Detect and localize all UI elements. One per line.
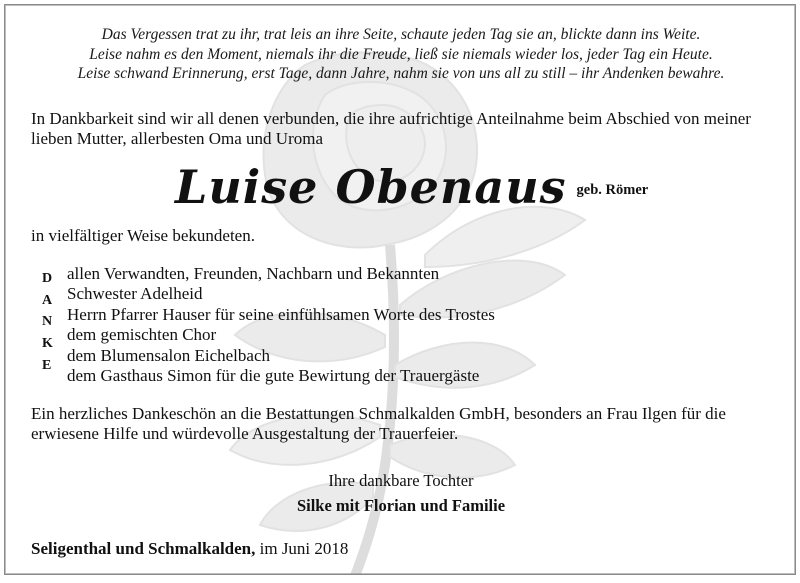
danke-letter: A xyxy=(42,292,53,308)
after-name-text: in vielfältiger Weise bekundeten. xyxy=(31,226,255,245)
poem-line: Das Vergessen trat zu ihr, trat leis an ihre Seite, schaute jeden Tag sie an, blickte dann ins Weite. xyxy=(101,26,701,43)
signature-names: Silke mit Florian und Familie xyxy=(296,496,506,515)
deceased-name-row xyxy=(175,153,648,213)
poem-line: Leise nahm es den Moment, niemals ihr die Freude, ließ sie niemals wieder los, jeder Tag ein Heute. xyxy=(89,45,713,63)
memorial-poem xyxy=(5,25,796,84)
closing-paragraph: Ein herzliches Dankeschön an die Bestattungen Schmalkalden GmbH, besonders an Frau Ilgen für die erwiesene Hilfe und würdevolle Ausgestaltung der Trauerfeier. xyxy=(31,404,726,443)
poem-line: Leise schwand Erinnerung, erst Tage, dann Jahre, nahm sie von uns all zu still – ihr Andenken bewahre. xyxy=(77,65,725,82)
place-date-line xyxy=(31,539,348,559)
danke-letter: E xyxy=(42,357,52,373)
list-item: allen Verwandten, Freunden, Nachbarn und Bekannten xyxy=(67,264,440,283)
thanks-list xyxy=(67,264,495,386)
obituary-notice xyxy=(4,4,796,575)
list-item: Schwester Adelheid xyxy=(67,284,203,304)
signature-relation: Ihre dankbare Tochter xyxy=(328,471,474,490)
danke-letter: N xyxy=(42,314,53,330)
date: im Juni 2018 xyxy=(259,539,349,558)
place: Seligenthal und Schmalkalden, xyxy=(31,539,256,558)
list-item: dem gemischten Chor xyxy=(67,325,217,345)
danke-vertical-letters xyxy=(42,268,62,377)
list-item: dem Blumensalon Eichelbach xyxy=(67,345,270,365)
danke-letter: K xyxy=(42,336,53,352)
danke-letter: D xyxy=(42,271,53,286)
list-item: dem Gasthaus Simon für die gute Bewirtung der Trauergäste xyxy=(67,366,480,386)
list-item: Herrn Pfarrer Hauser für seine einfühlsamen Worte des Trostes xyxy=(67,304,495,324)
intro-paragraph: In Dankbarkeit sind wir all denen verbunden, die ihre aufrichtige Anteilnahme beim Abschied von meiner lieben Mutter, allerbesten Oma und Uroma xyxy=(31,109,751,148)
deceased-name: Luise Obenaus xyxy=(175,160,567,214)
maiden-name: geb. Römer xyxy=(576,182,649,198)
